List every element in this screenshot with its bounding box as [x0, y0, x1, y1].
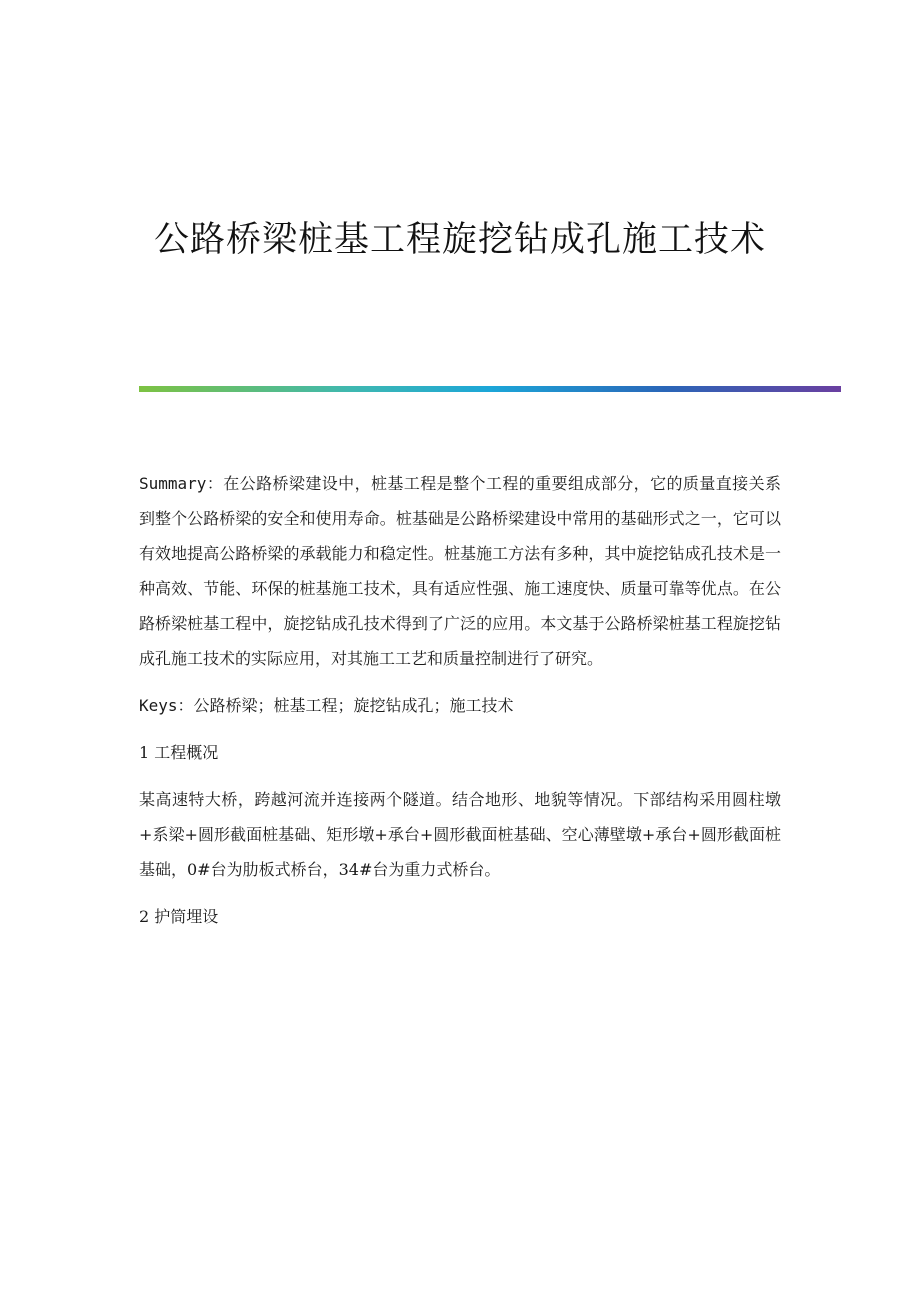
- document-title: 公路桥梁桩基工程旋挖钻成孔施工技术: [153, 220, 766, 260]
- keywords-paragraph: [139, 688, 781, 723]
- section-2-heading: 2 护筒埋设: [139, 907, 219, 926]
- abstract-label: Summary：: [139, 474, 224, 493]
- section-1-heading: 1 工程概况: [139, 743, 219, 762]
- document-body: [139, 466, 781, 946]
- title-divider: [139, 386, 841, 392]
- abstract-text: 在公路桥梁建设中，桩基工程是整个工程的重要组成部分，它的质量直接关系到整个公路桥梁的安全和使用寿命。桩基础是公路桥梁建设中常用的基础形式之一，它可以有效地提高公路桥梁的承载能力和稳定性。桩基施工方法有多种，其中旋挖钻成孔技术是一种高效、节能、环保的桩基施工技术，具有适应性强、施工速度快、质量可靠等优点。在公路桥梁桩基工程中，旋挖钻成孔技术得到了广泛的应用。本文基于公路桥梁桩基工程旋挖钻成孔施工技术的实际应用，对其施工工艺和质量控制进行了研究。: [139, 474, 781, 668]
- keywords-label: Keys：: [139, 696, 194, 715]
- abstract-paragraph: [139, 466, 781, 676]
- section-1-text: 某高速特大桥，跨越河流并连接两个隧道。结合地形、地貌等情况。下部结构采用圆柱墩+系梁+圆形截面桩基础、矩形墩+承台+圆形截面桩基础、空心薄壁墩+承台+圆形截面桩基础，0#台为肋板式桥台，34#台为重力式桥台。: [139, 790, 781, 879]
- keywords-text: 公路桥梁；桩基工程；旋挖钻成孔；施工技术: [193, 696, 514, 715]
